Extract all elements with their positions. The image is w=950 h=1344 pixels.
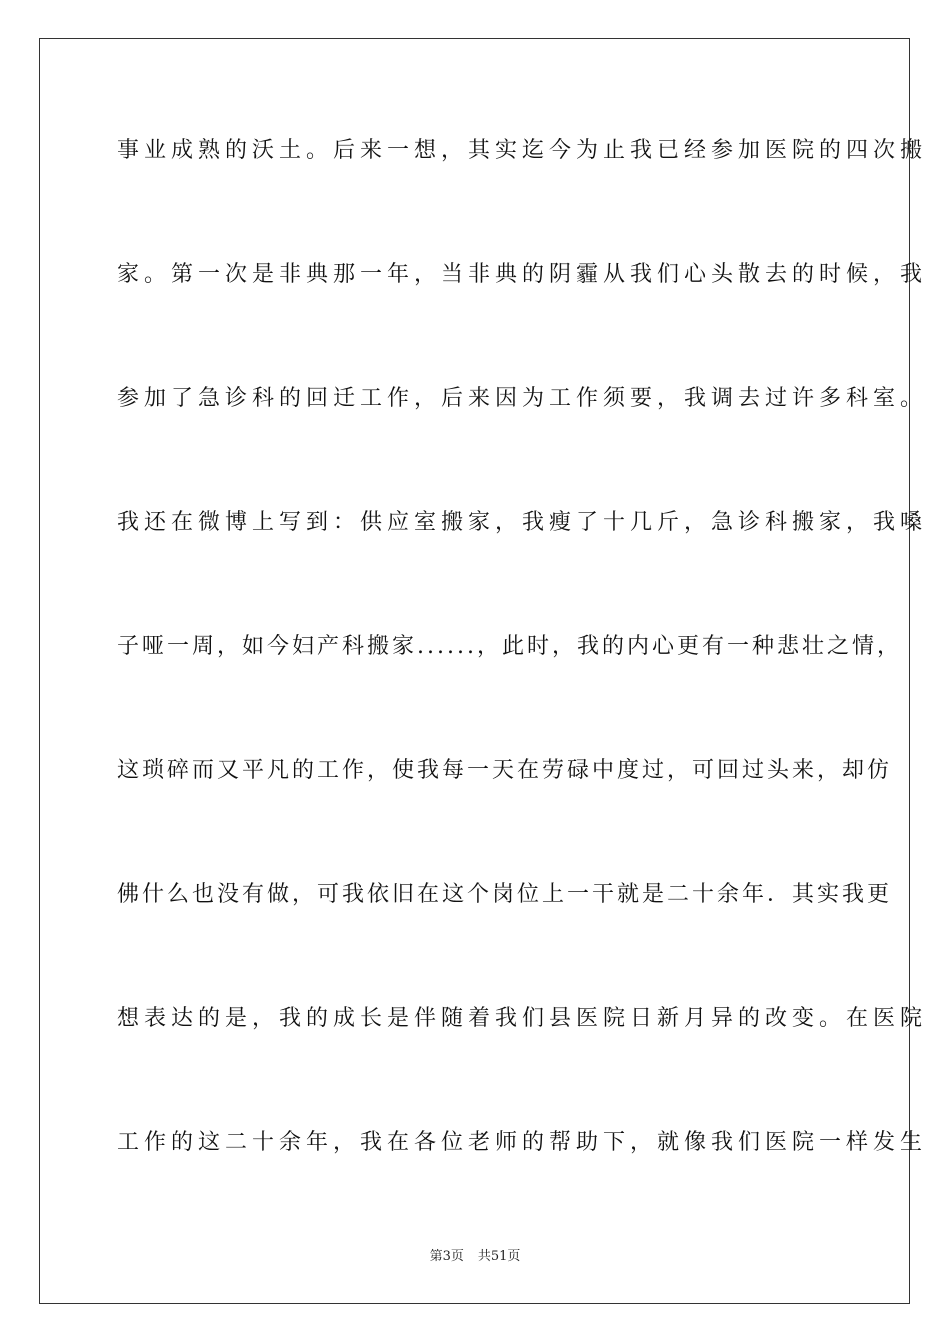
page-footer [0, 1248, 950, 1266]
text-line: 参加了急诊科的回迁工作，后来因为工作须要，我调去过许多科室。 [117, 386, 928, 411]
text-line: 事业成熟的沃土。后来一想，其实迄今为止我已经参加医院的四次搬 [117, 138, 928, 163]
text-line: 佛什么也没有做，可我依旧在这个岗位上一干就是二十余年．其实我更 [117, 882, 893, 907]
text-line: 家。第一次是非典那一年，当非典的阴霾从我们心头散去的时候，我 [117, 262, 928, 287]
text-line: 这琐碎而又平凡的工作，使我每一天在劳碌中度过，可回过头来，却仿 [117, 758, 893, 783]
page-border [39, 38, 928, 1304]
page-number: 第3页 [429, 1249, 464, 1264]
text-line: 子哑一周，如今妇产科搬家......，此时，我的内心更有一种悲壮之情， [117, 634, 902, 659]
page-total: 共51页 [477, 1249, 521, 1264]
text-line: 想表达的是，我的成长是伴随着我们县医院日新月异的改变。在医院 [117, 1006, 928, 1031]
text-line: 工作的这二十余年，我在各位老师的帮助下，就像我们医院一样发生 [117, 1130, 928, 1155]
text-line: 我还在微博上写到：供应室搬家，我瘦了十几斤，急诊科搬家，我嗓 [117, 510, 928, 535]
